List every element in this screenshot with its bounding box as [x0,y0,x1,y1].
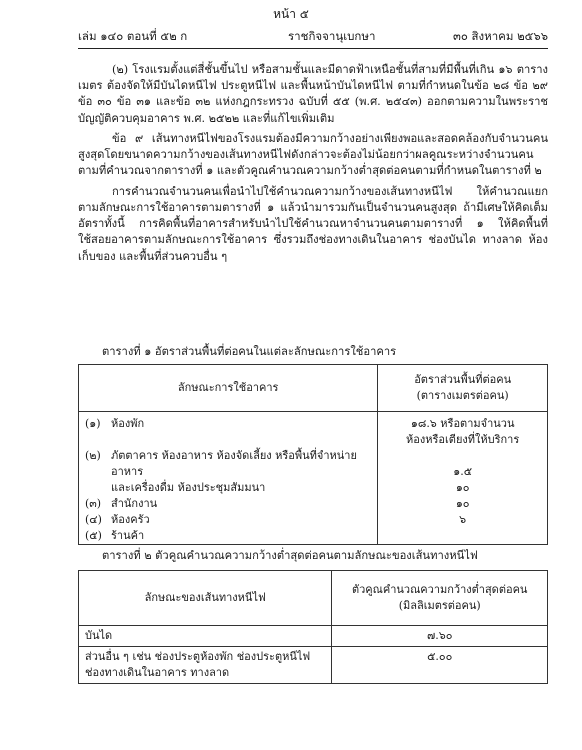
document-body [78,62,548,265]
table1-header-ratio-line1: อัตราส่วนพื้นที่ต่อคน [414,373,512,387]
item-label: สำนักงาน [111,496,158,510]
table1-header-ratio-line2: (ตารางเมตรต่อคน) [416,389,509,403]
ratio-value: ๖ [459,512,467,526]
table2-header-multiplier-line2: (มิลลิเมตรต่อคน) [398,599,481,613]
item-label: ร้านค้า [111,528,145,542]
table1-usage-item [85,528,371,544]
table2 [78,570,548,684]
table1-header-ratio [378,365,548,412]
multiplier-value-text: ๗.๖๐ [426,629,453,643]
ratio-value-continued: ห้องหรือเตียงที่ให้บริการ [406,433,520,447]
table1-usage-item [85,448,371,480]
route-label [79,626,332,647]
paragraph-hotel-fire-stair: (๒) โรงแรมตั้งแต่สี่ชั้นขึ้นไป หรือสามชั้นและมีดาดฟ้าเหนือชั้นที่สามที่มีพื้นที่เกิน ๑๖ ตารางเมตร ต้องจัดให้มีบันไดหนีไฟ ประตูหนีไฟ และพื้นหน้าบันไดหนีไฟ ตามที่กำหนดในข้อ ๒๘ ข้อ ๒๙ ข้อ ๓๐ ข้อ ๓๑ และข้อ ๓๒ แห่งกฎกระทรวง ฉบับที่ ๕๕ (พ.ศ. ๒๕๔๓) ออกตามความในพระราชบัญญัติควบคุมอาคาร พ.ศ. ๒๕๒๒ และที่แก้ไขเพิ่มเติม [78,63,548,125]
route-label-text: บันได [85,629,113,643]
table2-header-multiplier-line1: ตัวคูณคำนวณความกว้างต่ำสุดต่อคน [351,583,528,597]
item-label: ภัตตาคาร ห้องอาหาร ห้องจัดเลี้ยง หรือพื้นที่จำหน่ายอาหาร [111,449,357,479]
table1-usage-item [85,416,371,432]
route-label-text: ส่วนอื่น ๆ เช่น ช่องประตูห้องพัก ช่องประตูหนีไฟ [85,650,311,664]
table-row [79,626,548,647]
table1-caption: ตารางที่ ๑ อัตราส่วนพื้นที่ต่อคนในแต่ละลักษณะการใช้อาคาร [102,345,397,358]
table2-header-route [79,571,332,626]
ratio-value: ๑๘.๖ หรือตามจำนวน [410,417,515,431]
table1-header-usage-label: ลักษณะการใช้อาคาร [177,381,279,395]
gazette-header [78,28,548,46]
route-label-continued: ช่องทางเดินในอาคาร ทางลาด [85,666,230,680]
table2-header-multiplier [332,571,548,626]
table2-caption: ตารางที่ ๒ ตัวคูณคำนวณความกว้างต่ำสุดต่อคนตามลักษณะของเส้นทางหนีไฟ [102,549,478,562]
item-label: ห้องพัก [111,417,145,431]
table2-section [78,548,548,684]
table1-header-row [79,365,548,412]
table2-header-row [79,571,548,626]
item-label: ห้องครัว [111,512,150,526]
header-divider [78,48,548,49]
ratio-value: ๑.๕ [453,465,473,479]
item-number: (๒) [85,449,101,463]
ratio-value: ๑๐ [455,496,470,510]
table1-ratio-cell [378,412,548,545]
multiplier-value [332,647,548,684]
item-number: (๕) [85,528,102,542]
table1-usage-cell [79,412,378,545]
item-number: (๑) [85,417,101,431]
issue-date: ๓๐ สิงหาคม ๒๕๖๖ [452,29,548,43]
gazette-name: ราชกิจจานุเบกษา [288,29,376,43]
route-label [79,647,332,684]
table1-header-usage [79,365,378,412]
table-row [79,412,548,545]
table-row [79,647,548,684]
multiplier-value-text: ๕.๐๐ [427,650,453,664]
table1 [78,364,548,545]
multiplier-value [332,626,548,647]
paragraph-clause-9: ข้อ ๙ เส้นทางหนีไฟของโรงแรมต้องมีความกว้างอย่างเพียงพอและสอดคล้องกับจำนวนคนสูงสุดโดยขนาดความกว้างของเส้นทางหนีไฟดังกล่าวจะต้องไม่น้อยกว่าผลคูณระหว่างจำนวนคนตามที่คำนวณจากตารางที่ ๑ และตัวคูณคำนวณความกว้างต่ำสุดต่อคนตามที่กำหนดในตารางที่ ๒ [78,131,548,178]
item-number: (๔) [85,512,102,526]
table1-section [78,344,548,545]
table1-usage-item [85,512,371,528]
paragraph-occupant-calculation: การคำนวณจำนวนคนเพื่อนำไปใช้คำนวณความกว้างของเส้นทางหนีไฟ ให้คำนวณแยกตามลักษณะการใช้อาคารตามตารางที่ ๑ แล้วนำมารวมกันเป็นจำนวนคนสูงสุด ถ้ามีเศษให้คิดเต็มอัตราทั้งนี้ การคิดพื้นที่อาคารสำหรับนำไปใช้คำนวณหาจำนวนคนตามตารางที่ ๑ ให้คิดพื้นที่ใช้สอยอาคารตามลักษณะการใช้อาคาร ซึ่งรวมถึงช่องทางเดินในอาคาร ช่องบันได ทางลาด ห้องเก็บของ และพื้นที่ส่วนควบอื่น ๆ [78,184,548,263]
ratio-value: ๑๐ [455,481,470,495]
item-label-continued: และเครื่องดื่ม ห้องประชุมสัมมนา [111,481,266,495]
table1-usage-item [85,496,371,512]
item-number: (๓) [85,496,102,510]
issue-info: เล่ม ๑๔๐ ตอนที่ ๕๒ ก [78,29,188,43]
page-number: หน้า ๕ [273,7,309,21]
table2-header-route-label: ลักษณะของเส้นทางหนีไฟ [144,591,266,605]
